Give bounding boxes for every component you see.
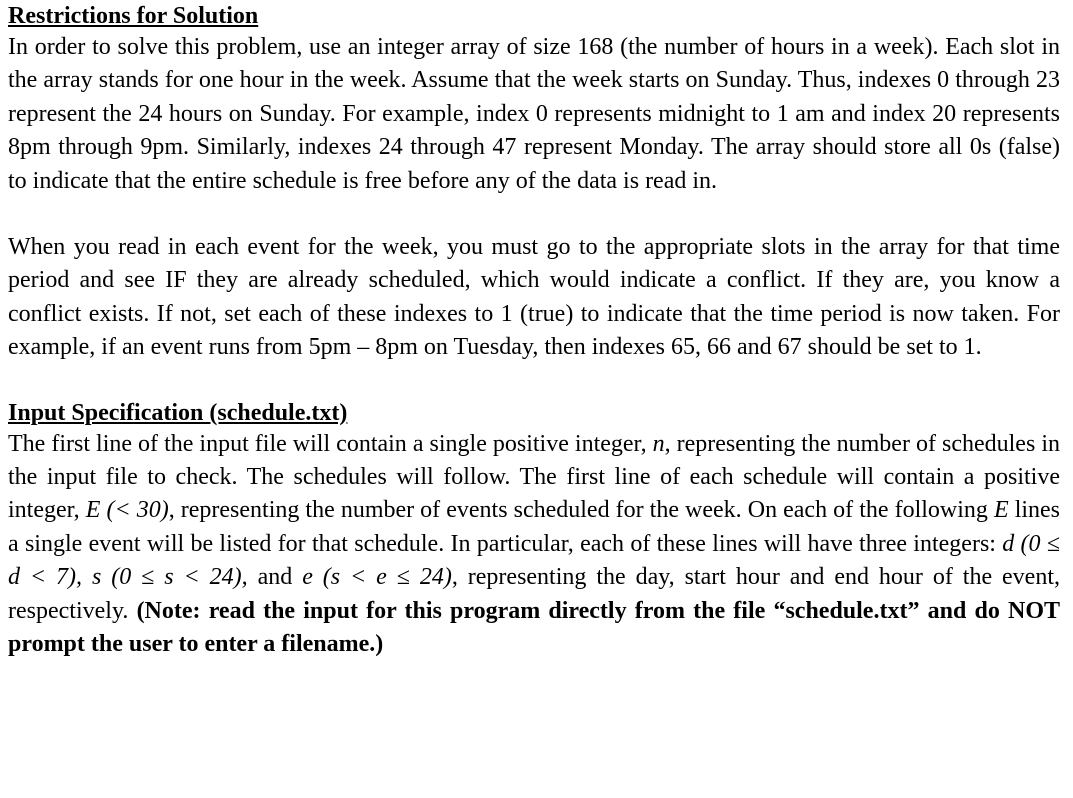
restrictions-paragraph-1: In order to solve this problem, use an integer array of size 168 (the number of hours in a week). Each slot in the array stands for one hour in the week. Assume that the week starts on Sunday. Thus, indexes 0 through 23 represent the 24 hours on Sunday. For example, index 0 represents midnight to 1 am and index 20 represents 8pm through 9pm. Similarly, indexes 24 through 47 represent Monday. The array should store all 0s (false) to indicate that the entire schedule is free before any of the data is read in. (8, 34, 1060, 194)
restrictions-heading: Restrictions for Solution (8, 3, 259, 29)
restrictions-paragraph-2: When you read in each event for the week, you must go to the appropriate slots in the array for that time period and see IF they are already scheduled, which would indicate a conflict. If they are, you know a conflict exists. If not, set each of these indexes to 1 (true) to indicate that the time period is now taken. For example, if an event runs from 5pm – 8pm on Tuesday, then indexes 65, 66 and 67 should be set to 1. (8, 234, 1060, 361)
input-spec-text-e: and (247, 564, 303, 591)
input-spec-text-b: , representing the number of schedules in the input file to check. The schedules will follow. The first line of each schedule will contain a positive integer, (8, 430, 1061, 524)
input-spec-text-f: , representing the day, start hour and end hour of the event, respectively. (8, 564, 1061, 624)
input-spec-text-d: lines a single event will be listed for that schedule. In particular, each of these lines will have three integers: (8, 497, 1061, 557)
input-spec-note: (Note: read the input for this program directly from the file “schedule.txt” and do NOT prompt the user to enter a filename.) (8, 597, 1061, 658)
paragraph-spacer (8, 198, 1060, 231)
input-spec-text-a: The first line of the input file will contain a single positive integer, (8, 430, 653, 457)
var-n: n (652, 430, 665, 457)
var-d-s-declaration: d (0 ≤ d < 7), s (0 ≤ s < 24), (8, 530, 1060, 591)
input-spec-text-c: , representing the number of events scheduled for the week. On each of the following (168, 497, 994, 524)
var-E-declaration: E (< 30) (85, 497, 169, 524)
input-spec-paragraph (8, 428, 1060, 662)
document (8, 0, 1060, 662)
var-e-declaration: e (s < e ≤ 24) (302, 564, 452, 591)
section-spacer (8, 365, 1060, 397)
var-E: E (993, 497, 1009, 524)
input-spec-heading: Input Specification (schedule.txt) (8, 399, 348, 426)
